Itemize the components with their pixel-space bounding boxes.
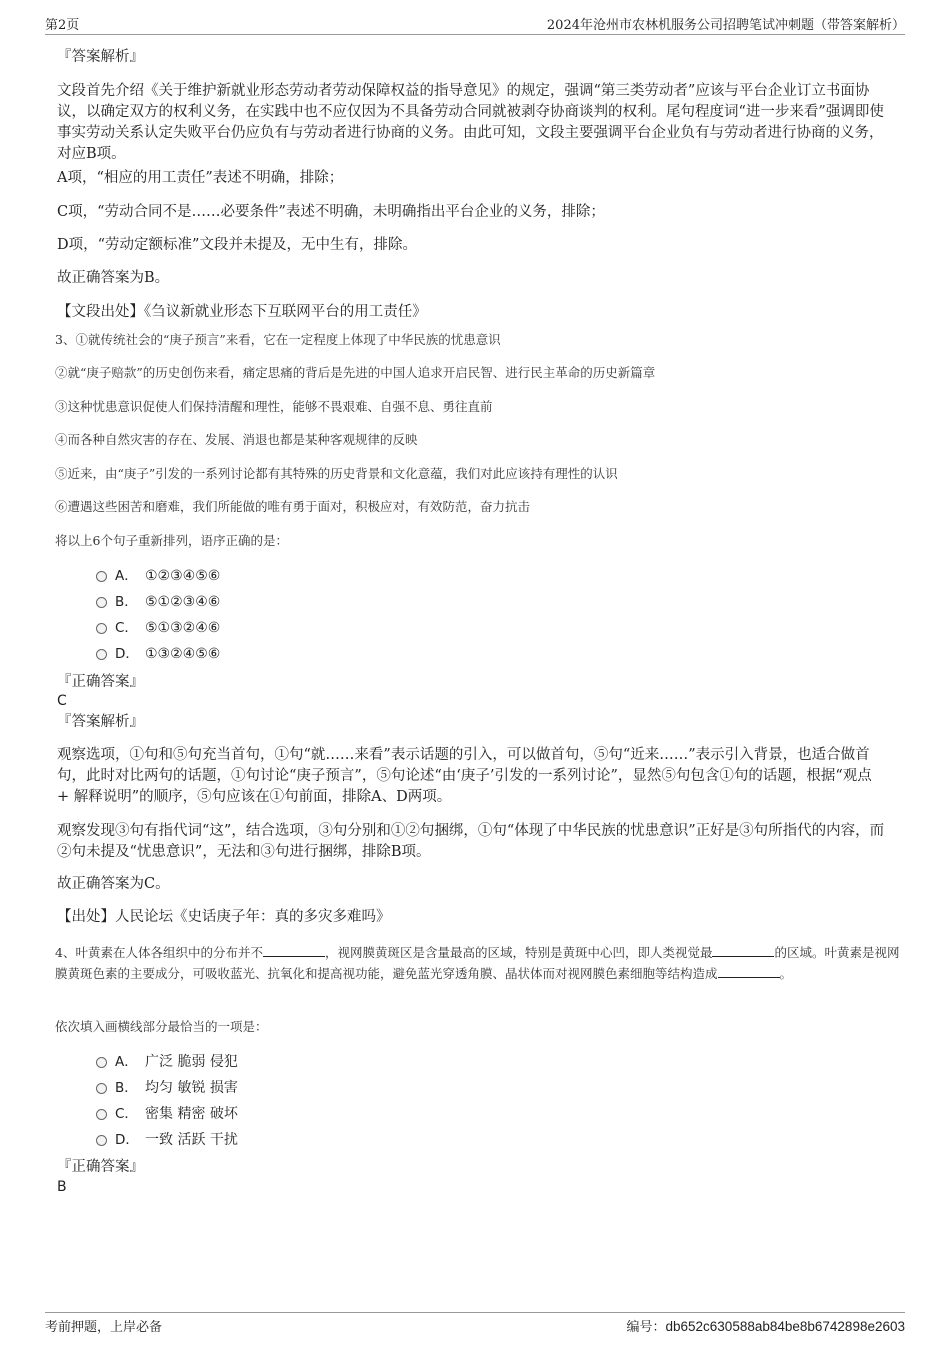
q3-option-b[interactable] (96, 592, 220, 612)
q4-option-a[interactable] (96, 1052, 238, 1072)
q3-source: 【出处】人民论坛《史话庚子年：真的多灾多难吗》 (57, 909, 391, 925)
option-key: A． (115, 568, 138, 584)
q3-option-d[interactable] (96, 644, 220, 664)
blank-2 (712, 944, 774, 957)
footer-slogan: 考前押题，上岸必备 (45, 1320, 163, 1335)
blank-3 (718, 965, 780, 978)
q3-correct-answer: C (57, 693, 67, 709)
q4-stem-part-4: 。 (779, 966, 793, 981)
q3-sentence-5: ⑤近来，由“庚子”引发的一系列讨论都有其特殊的历史背景和文化意蕴，我们对此应该持有理性的认识 (55, 466, 618, 481)
q2-analysis-label: 『答案解析』 (57, 49, 144, 65)
option-key: A． (115, 1054, 138, 1070)
option-text: 广泛 脆弱 侵犯 (145, 1054, 238, 1070)
q3-analysis-label: 『答案解析』 (57, 714, 144, 730)
q3-conclusion: 故正确答案为C。 (57, 876, 170, 892)
option-text: ⑤①②③④⑥ (145, 594, 221, 610)
option-text: 均匀 敏锐 损害 (145, 1080, 238, 1096)
q3-correct-label: 『正确答案』 (57, 674, 144, 690)
radio-icon[interactable] (96, 1057, 107, 1068)
option-key: C． (115, 1106, 138, 1122)
page-header (45, 14, 905, 35)
q2-analysis-text: 文段首先介绍《关于维护新就业形态劳动者劳动保障权益的指导意见》的规定，强调“第三类劳动者”应该与平台企业订立书面协议，以确定双方的权利义务，在实践中也不应仅因为不具备劳动合同就被剥夺协商谈判的权利。尾句程度词“进一步来看”强调即使事实劳动关系认定失败平台仍应负有与劳动者进行协商的义务。由此可知，文段主要强调平台企业负有与劳动者进行协商的义务，对应B项。 (57, 83, 884, 162)
radio-icon[interactable] (96, 623, 107, 634)
document-id (626, 1316, 905, 1335)
q3-sentence-4: ④而各种自然灾害的存在、发展、消退也都是某种客观规律的反映 (55, 432, 418, 447)
q3-sentence-3: ③这种忧患意识促使人们保持清醒和理性，能够不畏艰难、自强不息、勇往直前 (55, 399, 493, 414)
radio-icon[interactable] (96, 1083, 107, 1094)
page-footer (45, 1312, 905, 1335)
q3-analysis-1: 观察选项，①句和⑤句充当首句，①句“就……来看”表示话题的引入，可以做首句，⑤句“近来……”表示引入背景，也适合做首句，此时对比两句的话题，①句讨论“庚子预言”，⑤句论述“由‘庚子’引发的一系列讨论”，显然⑤句包含①句的话题，根据“观点 + 解释说明”的顺序，⑤句应该在①句前面，排除A、D两项。 (57, 747, 872, 805)
option-text: 一致 活跃 干扰 (145, 1132, 238, 1148)
option-key: B． (115, 1080, 138, 1096)
radio-icon[interactable] (96, 597, 107, 608)
option-key: B． (115, 594, 138, 610)
q4-stem-part-3: 的区域。叶黄素是视网膜黄斑色素的主要成分，可吸收蓝光、抗氧化和提高视功能，避免蓝光穿透角膜、晶状体而对视网膜色素细胞等结构造成 (55, 945, 900, 981)
radio-icon[interactable] (96, 1135, 107, 1146)
q3-sentence-1: 3、①就传统社会的“庚子预言”来看，它在一定程度上体现了中华民族的忧患意识 (55, 332, 501, 347)
q4-correct-answer: B (57, 1179, 67, 1195)
option-key: D． (115, 1132, 139, 1148)
q4-option-c[interactable] (96, 1104, 238, 1124)
radio-icon[interactable] (96, 1109, 107, 1120)
document-id-label: 编号： (626, 1320, 666, 1335)
q2-source: 【文段出处】《刍议新就业形态下互联网平台的用工责任》 (57, 304, 427, 320)
radio-icon[interactable] (96, 649, 107, 660)
radio-icon[interactable] (96, 571, 107, 582)
q4-prompt: 依次填入画横线部分最恰当的一项是： (55, 1019, 268, 1034)
q3-prompt: 将以上6个句子重新排列，语序正确的是： (55, 533, 288, 548)
blank-1 (263, 944, 325, 957)
q4-stem (55, 942, 905, 984)
q4-stem-part-2: ，视网膜黄斑区是含量最高的区域，特别是黄斑中心凹，即人类视觉最 (324, 945, 713, 960)
option-text: ①②③④⑤⑥ (145, 568, 221, 584)
option-key: C． (115, 620, 138, 636)
q3-analysis-2: 观察发现③句有指代词“这”，结合选项，③句分别和①②句捆绑，①句“体现了中华民族的忧患意识”正好是③句所指代的内容，而②句未提及“忧患意识”，无法和③句进行捆绑，排除B项。 (57, 823, 885, 860)
q3-option-c[interactable] (96, 618, 220, 638)
option-text: 密集 精密 破坏 (145, 1106, 238, 1122)
q2-note-d: D项，“劳动定额标准”文段并未提及，无中生有，排除。 (57, 237, 417, 253)
q4-stem-part-1: 4、叶黄素在人体各组织中的分布并不 (55, 945, 263, 960)
q4-option-b[interactable] (96, 1078, 238, 1098)
document-id-code: db652c630588ab84be8b6742898e2603 (665, 1319, 905, 1334)
document-title: 2024年沧州市农林机服务公司招聘笔试冲刺题（带答案解析） (546, 18, 905, 33)
q2-note-a: A项，“相应的用工责任”表述不明确，排除； (57, 170, 344, 186)
option-text: ⑤①③②④⑥ (145, 620, 221, 636)
q3-sentence-2: ②就“庚子赔款”的历史创伤来看，痛定思痛的背后是先进的中国人追求开启民智、进行民主革命的历史新篇章 (55, 365, 656, 380)
option-key: D． (115, 646, 139, 662)
option-text: ①③②④⑤⑥ (145, 646, 221, 662)
q4-correct-label: 『正确答案』 (57, 1159, 144, 1175)
q3-sentence-6: ⑥遭遇这些困苦和磨难，我们所能做的唯有勇于面对，积极应对，有效防范，奋力抗击 (55, 499, 531, 514)
q4-option-d[interactable] (96, 1130, 238, 1150)
q3-option-a[interactable] (96, 566, 220, 586)
q2-note-c: C项，“劳动合同不是……必要条件”表述不明确，未明确指出平台企业的义务，排除； (57, 204, 605, 220)
q2-conclusion: 故正确答案为B。 (57, 270, 170, 286)
page-number: 第2页 (45, 18, 80, 33)
